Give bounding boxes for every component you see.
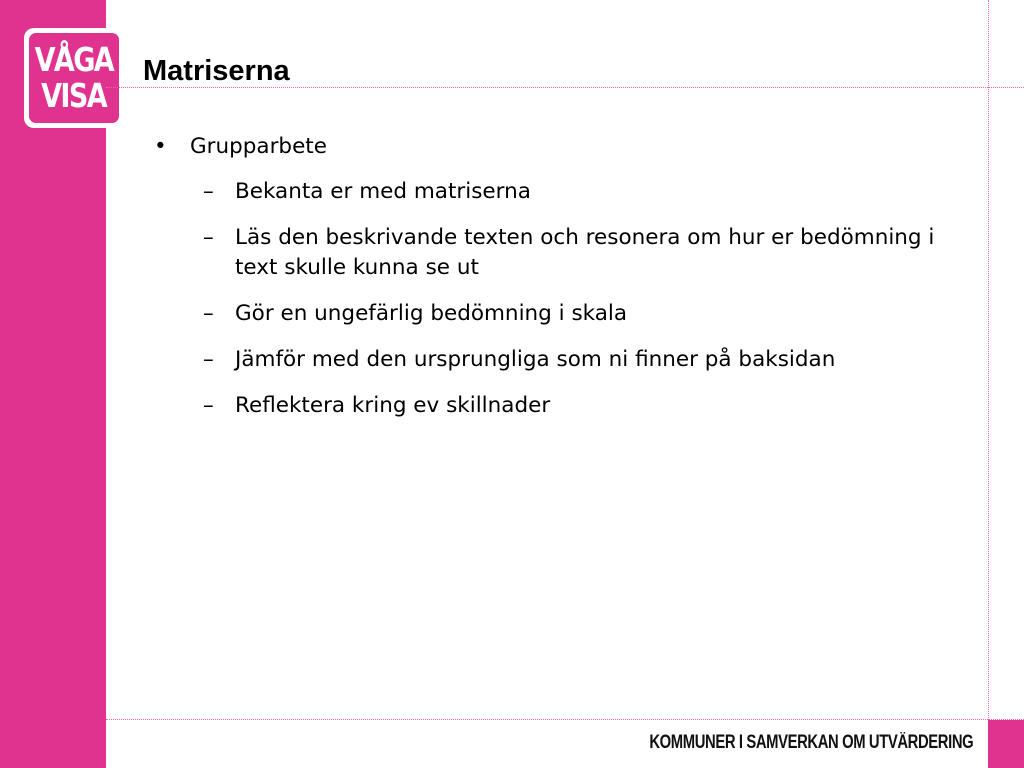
- logo-line-2: VISA: [41, 76, 107, 115]
- corner-pink-square: [988, 720, 1024, 768]
- sub-item-text: Gör en ungefärlig bedömning i skala: [235, 301, 628, 326]
- dash-marker: –: [203, 179, 214, 204]
- dash-marker: –: [203, 301, 214, 326]
- dash-marker: –: [203, 393, 214, 418]
- sub-item-2: [150, 223, 980, 283]
- bullet-text: Grupparbete: [190, 134, 327, 159]
- bullet-item: [150, 132, 980, 162]
- sub-item-text: Läs den beskrivande texten och resonera om hur er bedömning i text skulle kunna se ut: [235, 225, 935, 280]
- sub-item-5: [150, 391, 980, 421]
- dash-marker: –: [203, 347, 214, 372]
- sub-item-text: Bekanta er med matriserna: [235, 179, 531, 204]
- slide-content: [150, 132, 980, 437]
- vaga-visa-logo: [24, 28, 124, 128]
- dash-marker: –: [203, 225, 214, 250]
- sub-item-4: [150, 345, 980, 375]
- right-dotted-divider: [988, 0, 989, 720]
- sub-item-1: [150, 177, 980, 207]
- sub-item-text: Reflektera kring ev skillnader: [235, 393, 551, 418]
- logo-line-1: VÅGA: [34, 40, 114, 79]
- footer-tagline: KOMMUNER I SAMVERKAN OM UTVÄRDERING: [649, 732, 973, 753]
- sub-item-3: [150, 299, 980, 329]
- sub-item-text: Jämför med den ursprungliga som ni finner på baksidan: [235, 347, 836, 372]
- bullet-marker: •: [154, 134, 167, 159]
- logo-background: [29, 33, 119, 123]
- bottom-dotted-divider: [106, 719, 1024, 720]
- slide-title: Matriserna: [143, 55, 290, 87]
